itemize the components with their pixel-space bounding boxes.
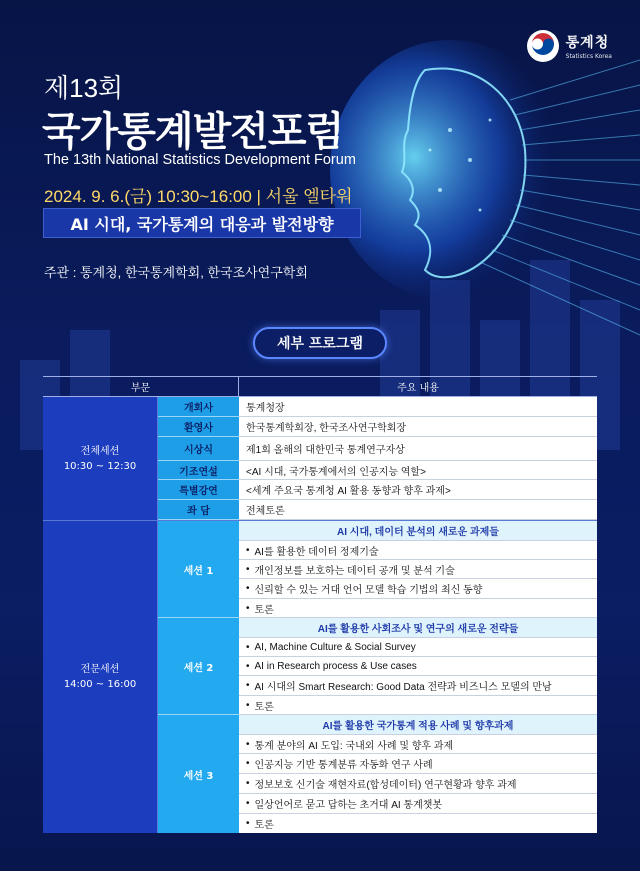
list-item xyxy=(239,814,597,833)
list-item xyxy=(239,735,597,754)
list-item xyxy=(239,657,597,676)
bullet-icon: • xyxy=(246,680,250,691)
breakout-session-block xyxy=(43,521,597,833)
list-item xyxy=(239,794,597,814)
bullet-icon: • xyxy=(246,699,250,711)
program-table xyxy=(43,376,597,833)
edition-label: 제13회 xyxy=(44,73,124,103)
session-3-label: 세션 3 xyxy=(158,715,239,833)
list-item-text: 개인정보를 보호하는 데이터 공개 및 분석 기술 xyxy=(254,565,455,577)
agenda-content: <세계 주요국 통계청 AI 활용 동향과 향후 과제> xyxy=(239,480,597,500)
bullet-icon: • xyxy=(246,758,250,769)
list-item-text: 토론 xyxy=(254,604,274,616)
list-item xyxy=(239,774,597,794)
bullet-icon: • xyxy=(246,778,250,789)
table-header xyxy=(43,376,597,397)
bullet-icon: • xyxy=(246,563,250,575)
list-item xyxy=(239,541,597,560)
ai-face-artwork xyxy=(330,40,640,340)
bullet-icon: • xyxy=(246,660,250,672)
list-item-text: 일상언어로 묻고 답하는 초거대 AI 통계챗봇 xyxy=(254,800,443,811)
forum-title-english: The 13th National Statistics Development Forum xyxy=(44,152,356,168)
list-item-text: AI in Research process & Use cases xyxy=(254,660,417,672)
list-item xyxy=(239,676,597,696)
taegeuk-emblem-icon xyxy=(527,30,559,62)
session-1-heading: AI 시대, 데이터 분석의 새로운 과제들 xyxy=(239,521,597,541)
agenda-content: <AI 시대, 국가통계에서의 인공지능 역할> xyxy=(239,461,597,480)
bullet-icon: • xyxy=(246,544,250,556)
plenary-session-name: 전체세션 xyxy=(80,445,120,457)
plenary-session-block xyxy=(43,397,597,521)
list-item-text: 신뢰할 수 있는 거대 언어 모델 학습 기법의 최신 동향 xyxy=(254,585,483,596)
logo-name-korean: 통계청 xyxy=(565,35,610,51)
bullet-icon: • xyxy=(246,818,250,829)
column-header-content: 주요 내용 xyxy=(397,383,439,394)
bullet-icon: • xyxy=(246,738,250,750)
organizers: 주관 : 통계청, 한국통계학회, 한국조사연구학회 xyxy=(44,265,308,280)
agenda-content: 제1회 올해의 대한민국 통계연구자상 xyxy=(239,437,597,461)
breakout-session-name: 전문세션 xyxy=(80,664,120,675)
list-item xyxy=(239,599,597,618)
session-3-heading: AI를 활용한 국가통계 적용 사례 및 향후과제 xyxy=(239,715,597,735)
agenda-label: 특별강연 xyxy=(158,480,239,500)
list-item-text: 토론 xyxy=(254,820,274,831)
list-item xyxy=(239,579,597,599)
list-item-text: 정보보호 신기술 재현자료(합성데이터) 연구현황과 향후 과제 xyxy=(254,780,517,791)
list-item-text: 토론 xyxy=(254,701,274,713)
plenary-session-time: 10:30 ~ 12:30 xyxy=(63,460,137,472)
forum-title: 국가통계발전포럼 xyxy=(42,109,344,155)
breakout-session-cell xyxy=(43,521,158,833)
list-item-text: AI 시대의 Smart Research: Good Data 전략과 비즈니스 모델의 만남 xyxy=(254,682,552,693)
agenda-content: 전체토론 xyxy=(239,500,597,520)
agenda-label: 좌 담 xyxy=(158,500,239,520)
agenda-label: 개회사 xyxy=(158,397,239,417)
list-item xyxy=(239,638,597,657)
program-heading-badge: 세부 프로그램 xyxy=(253,327,387,359)
session-1-label: 세션 1 xyxy=(158,521,239,618)
forum-theme: AI 시대, 국가통계의 대응과 발전방향 xyxy=(43,208,361,238)
bullet-icon: • xyxy=(246,602,250,614)
list-item xyxy=(239,754,597,774)
agenda-label: 시상식 xyxy=(158,437,239,461)
agenda-content: 한국통계학회장, 한국조사연구학회장 xyxy=(239,417,597,437)
session-2-label: 세션 2 xyxy=(158,618,239,715)
list-item-text: AI, Machine Culture & Social Survey xyxy=(254,641,416,653)
agenda-content: 통계청장 xyxy=(239,397,597,417)
list-item-text: 인공지능 기반 통계분류 자동화 연구 사례 xyxy=(254,760,433,771)
list-item xyxy=(239,696,597,715)
column-header-section: 부문 xyxy=(43,377,239,396)
agenda-label: 기조연설 xyxy=(158,461,239,480)
list-item-text: AI를 활용한 데이터 정제기술 xyxy=(254,546,379,558)
bullet-icon: • xyxy=(246,798,250,809)
breakout-session-time: 14:00 ~ 16:00 xyxy=(63,679,137,690)
date-and-venue: 2024. 9. 6.(금) 10:30~16:00 | 서울 엘타워 xyxy=(44,187,353,206)
list-item-text: 통계 분야의 AI 도입: 국내외 사례 및 향후 과제 xyxy=(254,740,454,752)
logo-name-english: Statistics Korea xyxy=(565,53,612,60)
session-2-heading: AI를 활용한 사회조사 및 연구의 새로운 전략들 xyxy=(239,618,597,638)
bullet-icon: • xyxy=(246,583,250,594)
bullet-icon: • xyxy=(246,641,250,653)
plenary-session-cell xyxy=(43,397,158,520)
list-item xyxy=(239,560,597,579)
statistics-korea-logo xyxy=(527,30,612,62)
agenda-label: 환영사 xyxy=(158,417,239,437)
